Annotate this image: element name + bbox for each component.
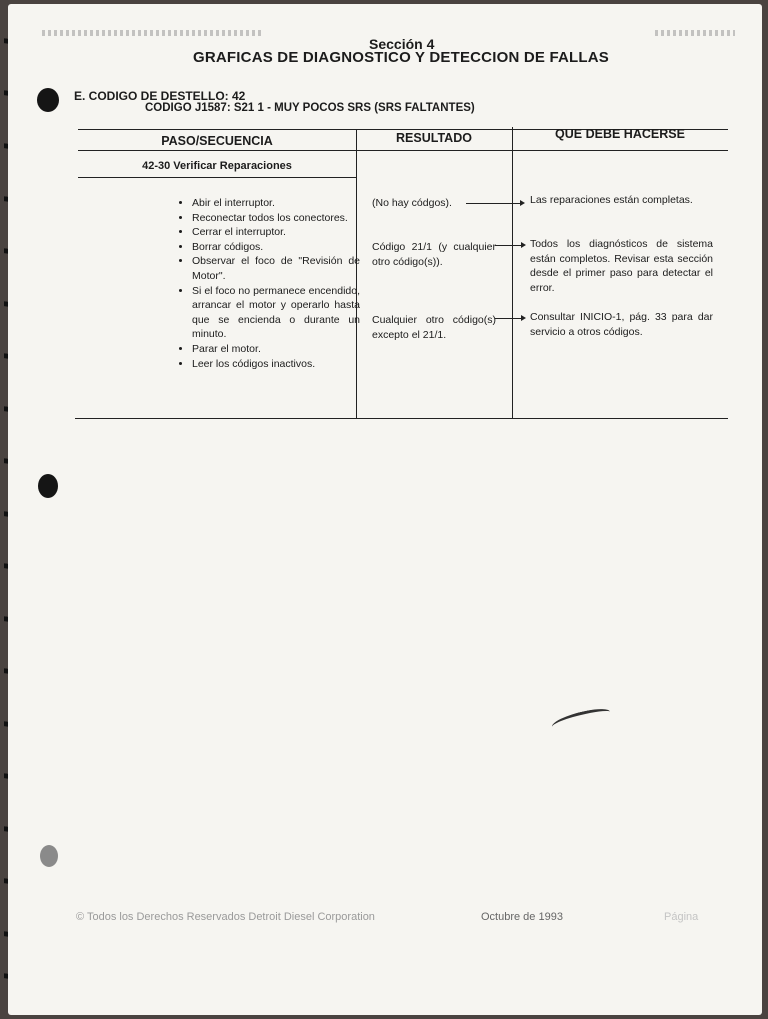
action-text: Las reparaciones están completas. — [530, 194, 693, 206]
list-item: • Borrar códigos. — [192, 240, 360, 255]
punch-hole — [38, 474, 58, 498]
result-text: Código 21/1 (y cualquier otro código(s)). — [372, 241, 496, 268]
column-header-result: RESULTADO — [396, 131, 472, 145]
list-item: • Reconectar todos los conectores. — [192, 211, 360, 226]
list-item: • Si el foco no permanece encendido, arrancar el motor y operarlo hasta que se encienda o durante un minuto. — [192, 284, 360, 342]
arrow-right-icon — [466, 203, 522, 204]
footer-copyright: © Todos los Derechos Reservados Detroit Diesel Corporation — [76, 911, 375, 923]
page-title: GRAFICAS DE DIAGNOSTICO Y DETECCION DE FALLAS — [193, 49, 609, 66]
arrow-right-icon — [495, 245, 523, 246]
list-item: • Cerrar el interruptor. — [192, 225, 360, 240]
column-header-step: PASO/SECUENCIA — [161, 134, 273, 148]
header-scan-artifact — [655, 30, 735, 36]
footer-date: Octubre de 1993 — [481, 911, 563, 923]
result-text: (No hay códgos). — [372, 197, 452, 209]
document-page — [8, 4, 762, 1015]
arrow-right-icon — [495, 318, 523, 319]
punch-hole — [37, 88, 59, 112]
section-label: Sección 4 — [369, 36, 435, 52]
step-list — [172, 196, 360, 371]
action-text: Todos los diagnósticos de sistema están completos. Revisar esta sección desde el primer paso para detectar el error. — [530, 238, 713, 294]
result-text: Cualquier otro código(s) excepto el 21/1. — [372, 314, 496, 341]
step-title: 42-30 Verificar Reparaciones — [142, 160, 292, 172]
j1587-code-heading: CODIGO J1587: S21 1 - MUY POCOS SRS (SRS FALTANTES) — [145, 102, 475, 114]
table-header-rule — [78, 150, 728, 151]
list-item: • Abir el interruptor. — [192, 196, 360, 211]
list-item: • Leer los códigos inactivos. — [192, 357, 360, 372]
punch-hole — [40, 845, 58, 867]
column-header-action: QUE DEBE HACERSE — [555, 127, 685, 141]
list-item: • Parar el motor. — [192, 342, 360, 357]
action-text: Consultar INICIO-1, pág. 33 para dar servicio a otros códigos. — [530, 311, 713, 338]
list-item: • Observar el foco de "Revisión de Motor". — [192, 254, 360, 283]
step-title-rule — [78, 177, 356, 178]
footer-page: Página — [664, 911, 699, 923]
table-bottom-rule — [75, 418, 728, 419]
flash-code-heading: E. CODIGO DE DESTELLO: 42 — [74, 89, 246, 103]
column-divider — [512, 127, 513, 419]
header-scan-artifact — [42, 30, 262, 36]
